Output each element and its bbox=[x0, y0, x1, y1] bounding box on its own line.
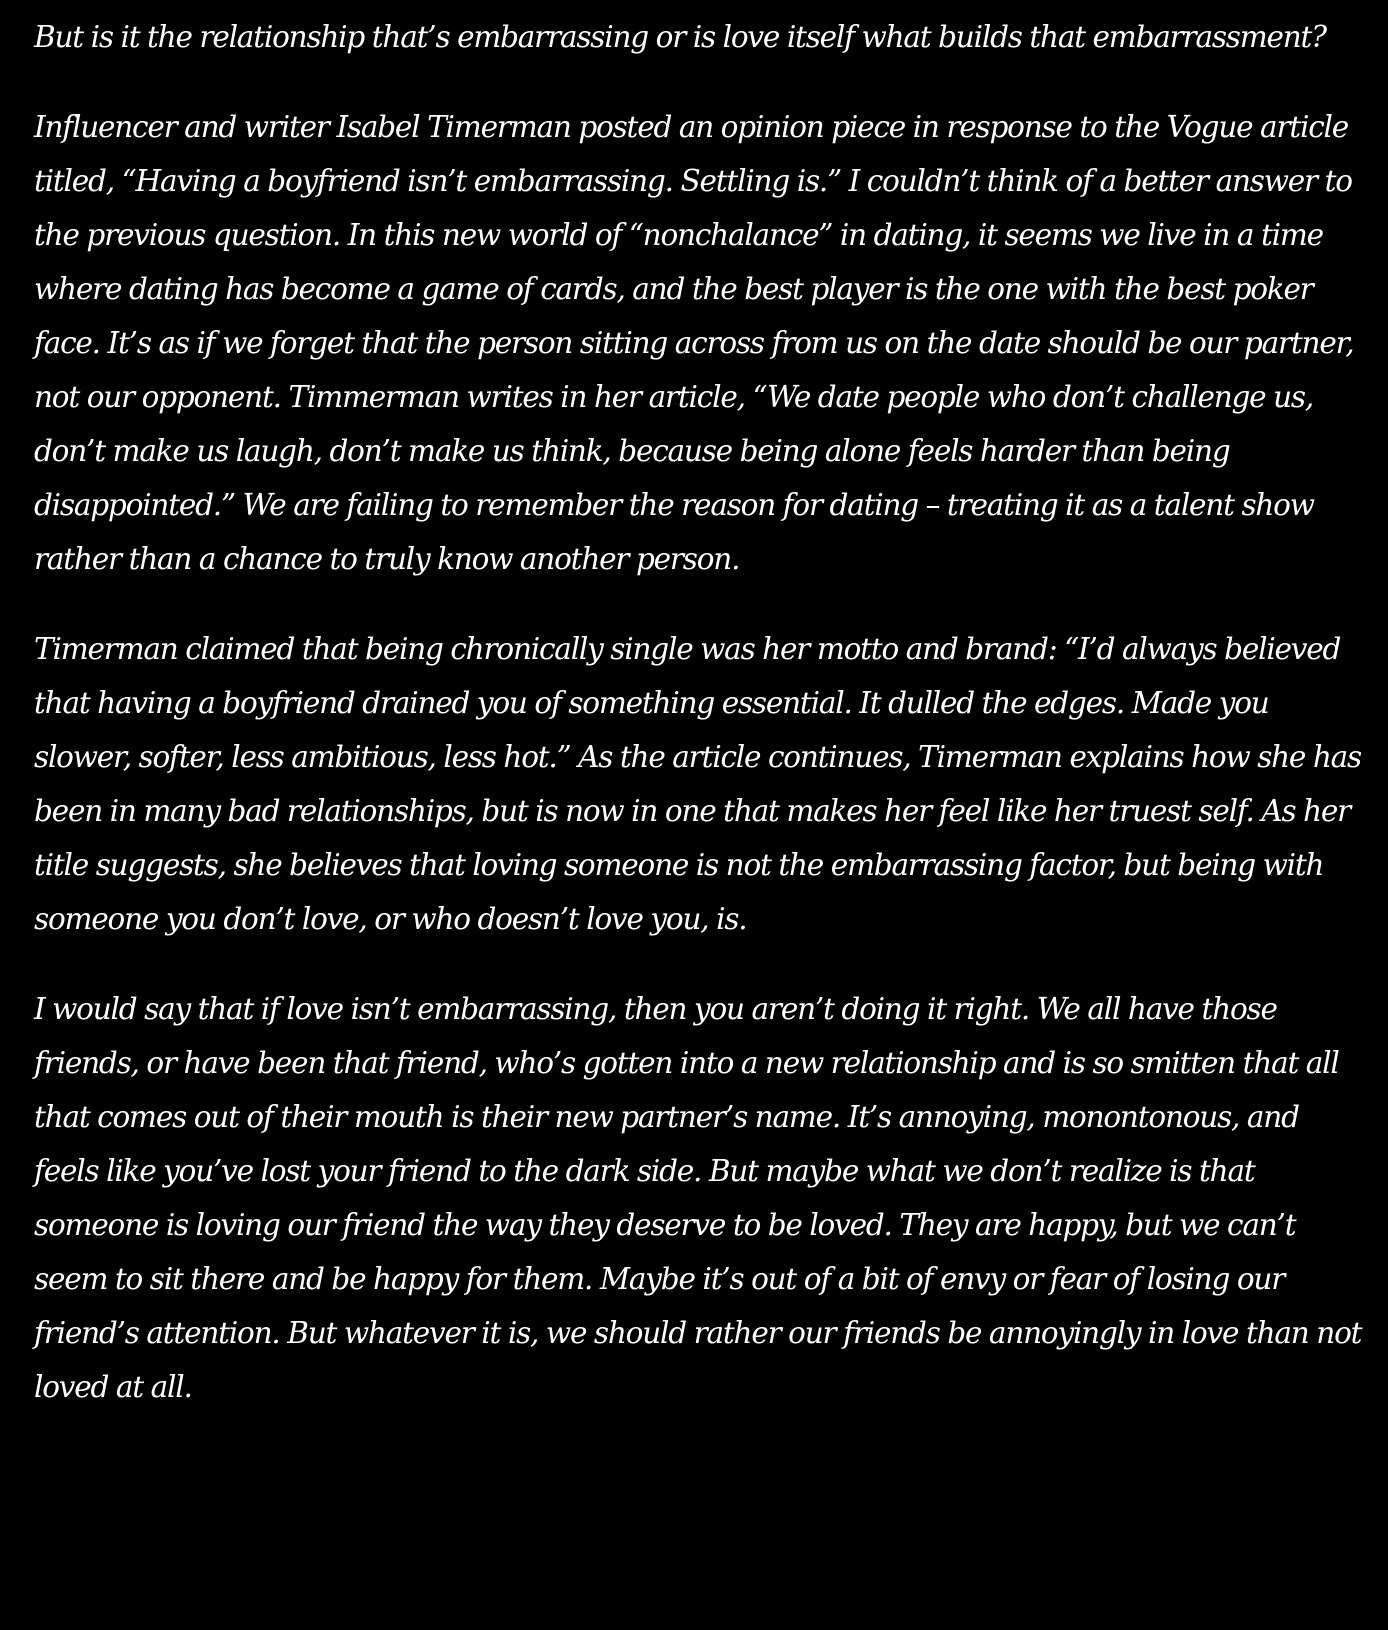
paragraph-timerman-claim: Timerman claimed that being chronically single was her motto and brand: “I’d always believed that having a boyfriend drained you of something essential. It dulled the edges. Made you slower, softer, less ambitious, less hot.” As the article continues, Timerman explains how she has been in many bad relationships, but is now in one that makes her feel like her truest self. As her title suggests, she believes that loving someone is not the embarrassing factor, but being with someone you don’t love, or who doesn’t love you, is. bbox=[34, 632, 1361, 936]
paragraph-opening-question: But is it the relationship that’s embarrassing or is love itself what builds that embarrassment? bbox=[34, 20, 1326, 54]
article-body bbox=[34, 10, 1364, 1450]
paragraph-author-opinion: I would say that if love isn’t embarrassing, then you aren’t doing it right. We all have those friends, or have been that friend, who’s gotten into a new relationship and is so smitten that all that comes out of their mouth is their new partner’s name. It’s annoying, monontonous, and feels like you’ve lost your friend to the dark side. But maybe what we don’t realize is that someone is loving our friend the way they deserve to be loved. They are happy, but we can’t seem to sit there and be happy for them. Maybe it’s out of a bit of envy or fear of losing our friend’s attention. But whatever it is, we should rather our friends be annoyingly in love than not loved at all. bbox=[34, 992, 1362, 1404]
paragraph-vogue-response: Influencer and writer Isabel Timerman posted an opinion piece in response to the Vogue article titled, “Having a boyfriend isn’t embarrassing. Settling is.” I couldn’t think of a better answer to the previous question. In this new world of “nonchalance” in dating, it seems we live in a time where dating has become a game of cards, and the best player is the one with the best poker face. It’s as if we forget that the person sitting across from us on the date should be our partner, not our opponent. Timmerman writes in her article, “We date people who don’t challenge us, don’t make us laugh, don’t make us think, because being alone feels harder than being disappointed.” We are failing to remember the reason for dating – treating it as a talent show rather than a chance to truly know another person. bbox=[34, 110, 1354, 576]
